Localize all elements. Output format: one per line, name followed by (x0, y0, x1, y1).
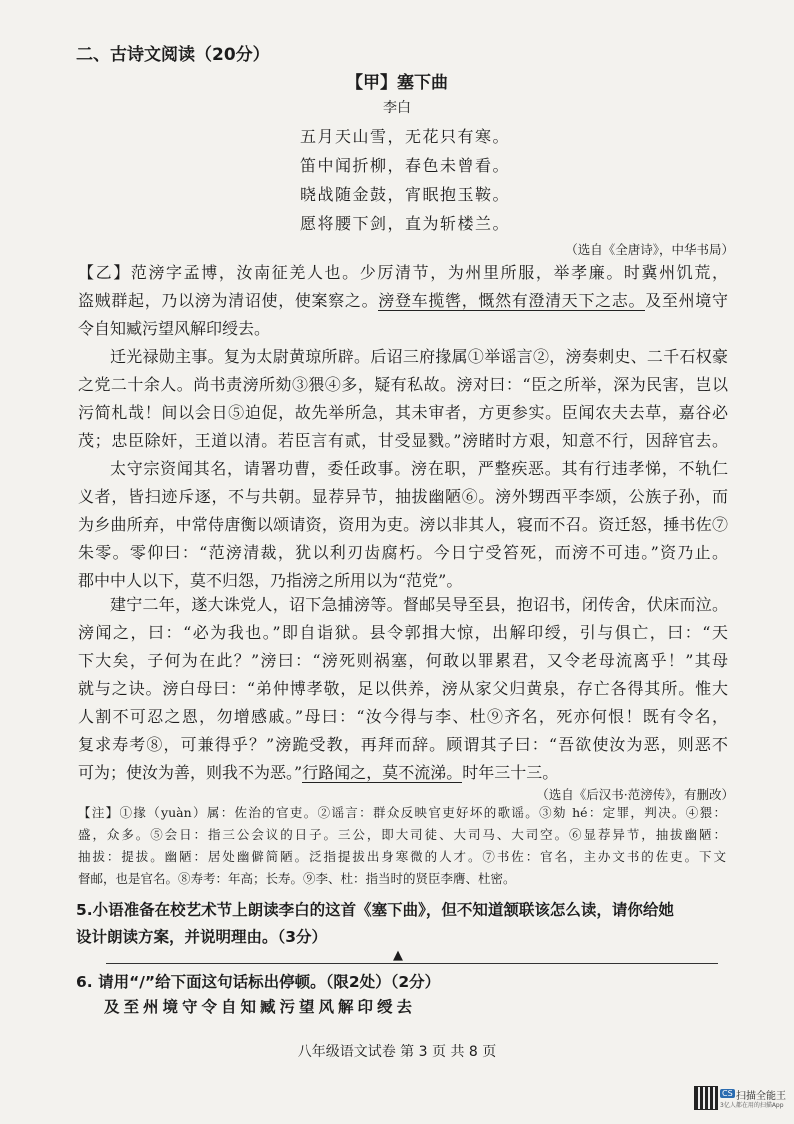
text-segment: 可为；使汝为善，则我不为恶。” (78, 763, 303, 782)
poem-line: 愿将腰下剑，直为斩楼兰。 (300, 214, 511, 233)
text-segment: 盗贼群起，乃以滂为清诏使，使案察之。 (78, 291, 379, 310)
text-line: 迁光禄勋主事。复为太尉黄琼所辟。后诏三府掾属①举谣言②，滂奏刺史、二千石权豪 (110, 347, 728, 366)
question-5-line: 设计朗读方案，并说明理由。（3分） (76, 928, 328, 946)
question-6-prompt: 6. 请用“/”给下面这句话标出停顿。（限2处）（2分） (76, 973, 441, 991)
scanner-watermark (694, 1086, 786, 1110)
watermark-text: 扫描全能王 (736, 1091, 786, 1102)
question-6-sentence: 及至州境守令自知臧污望风解印绶去 (104, 998, 417, 1016)
underlined-sentence: 行路闻之，莫不流涕。 (302, 763, 463, 782)
text-line: 之党二十余人。尚书责滂所劾③猥④多，疑有私故。滂对曰：“臣之所举，深为民害，岂以 (78, 375, 728, 394)
text-line: 下大矣，子何为在此？”滂曰：“滂死则祸塞，何敢以罪累君，又令老母流离乎！”其母 (78, 651, 728, 670)
note-line: 【注】①掾（yuàn）属：佐治的官吏。②谣言：群众反映官吏好坏的歌谣。③劾 hé：定罪，判决。④猥： (78, 805, 726, 820)
prose-paragraph-2 (78, 343, 728, 455)
poem-line: 晓战随金鼓，宵眠抱玉鞍。 (300, 185, 511, 204)
watermark-badge: CS (722, 1089, 733, 1098)
text-line: 污简札哉！间以会日⑤迫促，故先举所急，其未审者，方更参实。臣闻农夫去草，嘉谷必 (78, 403, 728, 422)
answer-marker-icon: ▲ (393, 948, 403, 963)
text-line: 茂；忠臣除奸，王道以清。若臣言有贰，甘受显戮。”滂睹时方艰，知意不行，因辞官去。 (78, 431, 728, 450)
prose-source: （选自《后汉书·范滂传》，有删改） (536, 787, 734, 802)
text-line: 建宁二年，遂大诛党人，诏下急捕滂等。督邮吴导至县，抱诏书，闭传舍，伏床而泣。 (110, 595, 728, 614)
text-line: 滂闻之，曰：“必为我也。”即自诣狱。县令郭揖大惊，出解印绶，引与俱亡，曰：“天 (78, 623, 728, 642)
text-segment: 时年三十三。 (462, 763, 559, 782)
text-line: 就与之诀。滂白母曰：“弟仲博孝敬，足以供养，滂从家父归黄泉，存亡各得其所。惟大 (78, 679, 728, 698)
note-line: 盛，众多。⑤会日：指三公会议的日子。三公，即大司徒、大司马、大司空。⑥显荐异节，抽拔幽陋： (78, 827, 726, 842)
text-line: 令自知臧污望风解印绶去。 (78, 319, 271, 338)
watermark-subtext: 3亿人都在用的扫描App (720, 1102, 784, 1109)
poem-source: （选自《全唐诗》，中华书局） (565, 242, 734, 257)
text-line: 郡中中人以下，莫不归怨，乃指滂之所用以为“范党”。 (78, 571, 463, 590)
text-line: 为乡曲所弃，中常侍唐衡以颂请资，资用为吏。滂以非其人，寝而不召。资迁怒，捶书佐⑦ (78, 515, 728, 534)
qr-code-icon (694, 1086, 718, 1110)
text-line: 人割不可忍之恩，勿增感戚。”母曰：“汝今得与李、杜⑨齐名，死亦何恨！既有令名， (78, 707, 728, 726)
prose-paragraph-3 (78, 455, 728, 595)
poem-line: 笛中闻折柳，春色未曾看。 (300, 156, 511, 175)
text-line: 【乙】范滂字孟博，汝南征羌人也。少厉清节，为州里所服，举孝廉。时冀州饥荒， (78, 263, 728, 282)
note-line: 抽拔：提拔。幽陋：居处幽僻简陋。泛指提拔出身寒微的人才。⑦书佐：官名，主办文书的佐吏。下文 (78, 849, 726, 864)
prose-paragraph-4 (78, 591, 728, 787)
underlined-sentence: 滂登车揽辔，慨然有澄清天下之志。 (378, 291, 646, 310)
poem-title: 【甲】塞下曲 (346, 73, 448, 93)
prose-paragraph-1 (78, 259, 728, 343)
question-5-line: 5.小语准备在校艺术节上朗读李白的这首《塞下曲》，但不知道颔联该怎么读，请你给她 (76, 901, 674, 919)
text-line: 复求寿考⑧，可兼得乎？”滂跪受教，再拜而辞。顾谓其子曰：“吾欲使汝为恶，则恶不 (78, 735, 728, 754)
text-line: 义者，皆扫迹斥逐，不与共朝。显荐异节，抽拔幽陋⑥。滂外甥西平李颂，公族子孙，而 (78, 487, 728, 506)
text-line (78, 759, 728, 787)
poem-author: 李白 (383, 100, 411, 116)
answer-line[interactable] (106, 963, 718, 964)
note-line: 督邮，也是官名。⑧寿考：年高；长寿。⑨李、杜：指当时的贤臣李膺、杜密。 (78, 871, 516, 886)
annotation-notes (78, 802, 726, 890)
text-line (78, 287, 728, 315)
text-segment: 及至州境守 (645, 291, 728, 310)
question-5 (76, 898, 736, 947)
text-line: 太守宗资闻其名，请署功曹，委任政事。滂在职，严整疾恶。其有行违孝悌，不轨仁 (110, 459, 728, 478)
text-line: 朱零。零仰曰：“范滂清裁，犹以利刃齿腐朽。今日宁受笞死，而滂不可违。”资乃止。 (78, 543, 728, 562)
section-title: 二、古诗文阅读（20分） (76, 45, 270, 65)
poem-line: 五月天山雪，无花只有寒。 (300, 127, 511, 146)
page-footer: 八年级语文试卷 第 3 页 共 8 页 (297, 1044, 497, 1060)
